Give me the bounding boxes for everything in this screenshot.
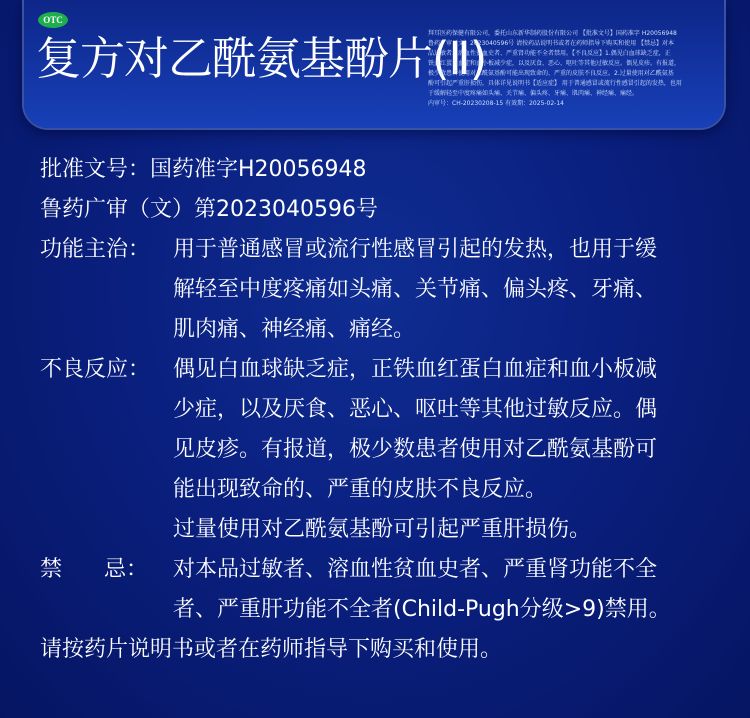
indications-section bbox=[40, 230, 730, 350]
adverse-line: 偶见白血球缺乏症，正铁血红蛋白血症和血小板减 bbox=[173, 357, 658, 382]
contraindications-section bbox=[40, 550, 730, 630]
fine-print-line: 拜耳医药保健有限公司，委托山东新华制药股份有限公司 【批准文号】国药准字 H20056948 bbox=[428, 30, 677, 37]
adverse-reactions-text bbox=[173, 350, 730, 550]
fine-print-line: 内审号：CH-20230208-15 有效期：2025-02-14 bbox=[428, 100, 564, 107]
adverse-line: 过量使用对乙酰氨基酚可引起严重肝损伤。 bbox=[173, 517, 592, 542]
fine-print-line: 鲁药广审（文）2023040596号 请按药品说明书或者在药师指导下购买和使用 【禁忌】对本 bbox=[428, 40, 674, 47]
drug-info bbox=[40, 150, 730, 670]
indications-line: 肌肉痛、神经痛、痛经。 bbox=[173, 317, 416, 342]
indications-label: 功能主治： bbox=[40, 237, 151, 262]
product-title: 复方对乙酰氨基酚片(Ⅱ) bbox=[36, 32, 487, 85]
adverse-line: 见皮疹。有报道，极少数患者使用对乙酰氨基酚可 bbox=[173, 437, 658, 462]
indications-line: 解轻至中度疼痛如头痛、关节痛、偏头疼、牙痛、 bbox=[173, 277, 658, 302]
banner-fine-print bbox=[428, 29, 716, 109]
contraindications-text bbox=[173, 550, 730, 630]
adverse-line: 能出现致命的、严重的皮肤不良反应。 bbox=[173, 477, 548, 502]
indications-line: 用于普通感冒或流行性感冒引起的发热，也用于缓 bbox=[173, 237, 658, 262]
adverse-reactions-label: 不良反应： bbox=[40, 357, 151, 382]
fine-print-line: 铁血红蛋白血症和血小板减少症，以及厌食、恶心、呕吐等其他过敏反应。偶见皮疹。有报道， bbox=[428, 60, 681, 67]
fine-print-line: 极少数患者使用对乙酰氨基酚可能出现致命的、严重的皮肤不良反应。2.过量使用对乙酰氨基 bbox=[428, 70, 674, 77]
product-banner bbox=[24, 0, 724, 128]
adverse-reactions-section bbox=[40, 350, 730, 550]
indications-text bbox=[173, 230, 730, 350]
ad-review-number: 鲁药广审（文）第2023040596号 bbox=[40, 197, 378, 222]
fine-print-line: 于缓解轻至中度疼痛如头痛、关节痛、偏头疼、牙痛、肌肉痛、神经痛、痛经。 bbox=[428, 90, 639, 97]
approval-value: 国药准字H20056948 bbox=[150, 157, 367, 182]
fine-print-line: 酚可引起严重肝损伤，具体详见说明书【适应症】 用于普通感冒或流行性感冒引起的发热，也用 bbox=[428, 80, 682, 87]
contraindications-line: 对本品过敏者、溶血性贫血史者、严重肾功能不全 bbox=[173, 557, 658, 582]
purchase-advice: 请按药片说明书或者在药师指导下购买和使用。 bbox=[40, 637, 503, 662]
contraindications-label: 禁 忌： bbox=[40, 557, 148, 582]
adverse-line: 少症，以及厌食、恶心、呕吐等其他过敏反应。偶 bbox=[173, 397, 658, 422]
contraindications-line: 者、严重肝功能不全者(Child-Pugh分级>9)禁用。 bbox=[173, 597, 671, 622]
approval-label: 批准文号： bbox=[40, 157, 151, 182]
approval-number-line bbox=[40, 150, 730, 190]
otc-badge: OTC bbox=[38, 12, 68, 28]
fine-print-line: 品过敏者、溶血性贫血史者、严重肾功能不全者禁用。【不良反应】1.偶见白血球缺乏症，正 bbox=[428, 50, 671, 57]
